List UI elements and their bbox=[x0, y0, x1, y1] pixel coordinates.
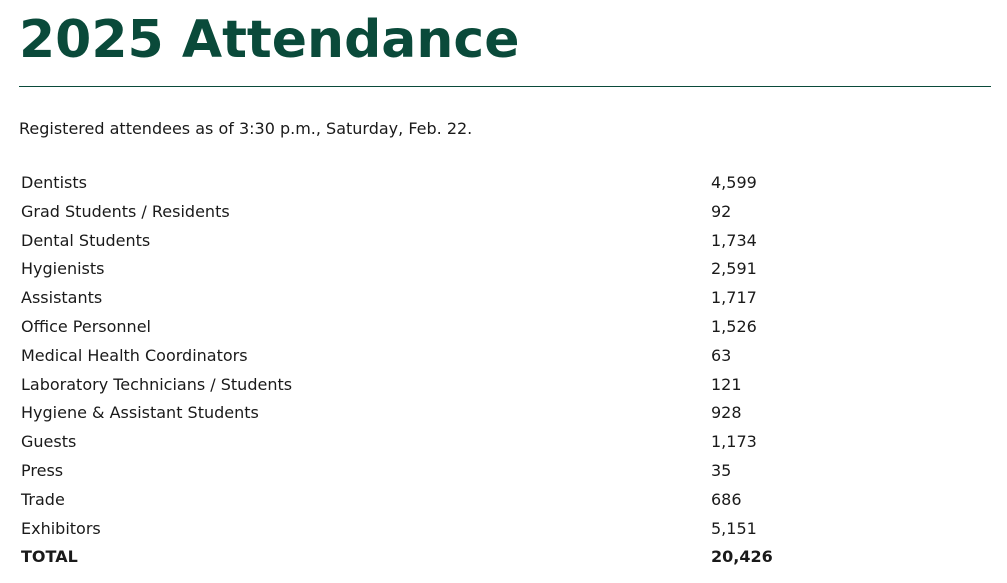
row-value: 5,151 bbox=[711, 518, 757, 538]
total-label: TOTAL bbox=[21, 547, 78, 567]
row-value: 686 bbox=[711, 489, 742, 509]
table-row bbox=[21, 345, 921, 374]
row-value: 63 bbox=[711, 345, 732, 365]
row-value: 1,734 bbox=[711, 230, 757, 250]
table-row bbox=[21, 230, 921, 259]
title-divider bbox=[19, 86, 991, 87]
table-row bbox=[21, 201, 921, 230]
row-value: 92 bbox=[711, 201, 732, 221]
table-row bbox=[21, 489, 921, 518]
row-value: 1,173 bbox=[711, 432, 757, 452]
table-row bbox=[21, 431, 921, 460]
table-row bbox=[21, 172, 921, 201]
total-value: 20,426 bbox=[711, 547, 773, 567]
table-row bbox=[21, 287, 921, 316]
row-value: 1,717 bbox=[711, 288, 757, 308]
row-label: Dentists bbox=[21, 173, 87, 192]
row-label: Grad Students / Residents bbox=[21, 201, 230, 221]
row-value: 35 bbox=[711, 460, 732, 480]
row-label: Dental Students bbox=[21, 230, 151, 250]
table-row bbox=[21, 374, 921, 403]
row-label: Office Personnel bbox=[21, 316, 151, 336]
row-label: Guests bbox=[21, 432, 77, 452]
row-label: Laboratory Technicians / Students bbox=[21, 374, 293, 394]
row-value: 1,526 bbox=[711, 316, 757, 336]
row-label: Hygienists bbox=[21, 259, 105, 279]
table-row bbox=[21, 316, 921, 345]
row-label: Exhibitors bbox=[21, 518, 101, 538]
table-row bbox=[21, 460, 921, 489]
page-subtitle: Registered attendees as of 3:30 p.m., Saturday, Feb. 22. bbox=[19, 119, 473, 138]
row-label: Press bbox=[21, 460, 64, 480]
row-label: Hygiene & Assistant Students bbox=[21, 403, 259, 423]
attendance-table bbox=[21, 172, 921, 575]
row-label: Medical Health Coordinators bbox=[21, 345, 248, 365]
row-value: 121 bbox=[711, 374, 742, 394]
total-row bbox=[21, 546, 921, 575]
row-value: 4,599 bbox=[711, 173, 757, 192]
row-label: Assistants bbox=[21, 288, 103, 308]
table-row bbox=[21, 402, 921, 431]
row-value: 2,591 bbox=[711, 259, 757, 279]
page-title: 2025 Attendance bbox=[19, 10, 520, 70]
table-row bbox=[21, 258, 921, 287]
row-value: 928 bbox=[711, 403, 742, 423]
row-label: Trade bbox=[21, 489, 65, 509]
table-row bbox=[21, 518, 921, 547]
